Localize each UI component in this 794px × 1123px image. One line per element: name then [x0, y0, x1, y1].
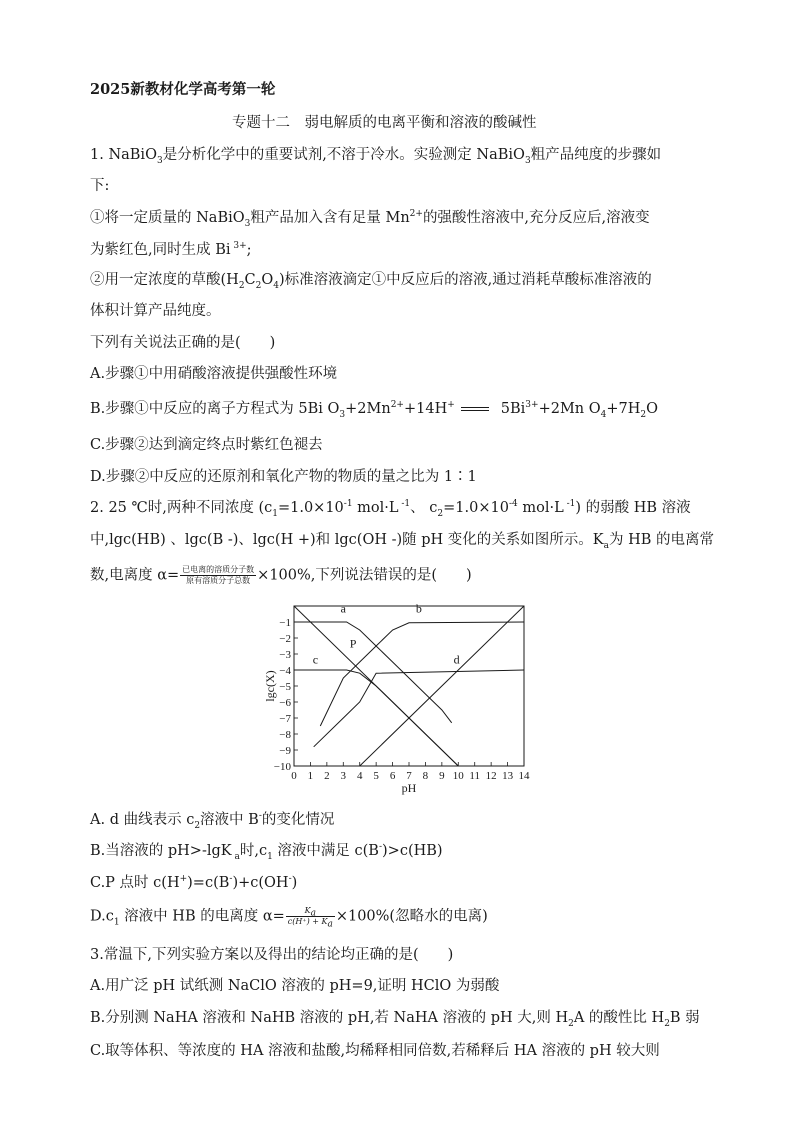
- q1-option-b: B.步骤①中反应的离子方程式为 5Bi $O_3+2Mn^{2+}+14H^+$ $5Bi^{3+}+2Mn$ $O_4+7H_2O$: [90, 400, 659, 420]
- q1-option-d: D.步骤②中反应的还原剂和氧化产物的物质的量之比为 1∶1: [90, 469, 477, 485]
- series-line-4: [294, 670, 458, 766]
- y-tick-label: −6: [279, 697, 291, 709]
- y-tick-label: −2: [279, 633, 291, 645]
- q2-line-1: 2. 25 ℃时,两种不同浓度 ($c_1=1.0\times 10^{-1}$ mol·L $^{-1}$、 $c_2=1.0\times 10^{-4}$ mol·L $^{-1}$) 的弱酸 HB 溶液: [90, 499, 691, 519]
- alpha-fraction: $\frac{K_a}{c(H^+) + K_a}$: [287, 906, 333, 930]
- q1-line-1: 1. NaBiO$_3$是分析化学中的重要试剂,不溶于冷水。实验测定 NaBiO$_3$粗产品纯度的步骤如: [90, 147, 662, 166]
- x-tick-label: 5: [373, 770, 379, 782]
- curve-label-d: d: [453, 652, 460, 667]
- x-tick-label: 0: [291, 770, 297, 782]
- curve-label-c: c: [312, 652, 319, 667]
- y-axis-label: lgc(X): [263, 670, 277, 702]
- x-tick-label: 12: [485, 770, 497, 782]
- q2-line-2: 中,lgc(HB) 、lgc(B ‑)、lgc(H +)和 lgc(OH ‑)随 pH 变化的关系如图所示。$K_a$为 HB 的电离常: [90, 532, 715, 551]
- x-tick-label: 7: [406, 770, 412, 782]
- q2-option-c: C.P 点时 c(H+)=c(B-)+c(OH-): [90, 874, 298, 891]
- q2-option-b: B.当溶液的 pH>-lgK $_a$时$,c_1$ 溶液中满足 c(B-)>c(HB): [90, 842, 443, 862]
- plot-frame: [294, 606, 524, 766]
- x-tick-label: 14: [518, 770, 530, 782]
- curve-label-p: P: [349, 636, 357, 651]
- q3-option-a: A.用广泛 pH 试纸测 NaClO 溶液的 pH=9,证明 HClO 为弱酸: [90, 978, 500, 994]
- series-line-1: [360, 606, 524, 766]
- x-tick-label: 10: [452, 770, 464, 782]
- q1-step-1-cont: 为紫红色,同时生成 Bi $^{3+}$;: [90, 241, 252, 258]
- q1-step-2: ②用一定浓度的草酸$(H_2C_2O_4)$标准溶液滴定①中反应后的溶液,通过消耗草酸标准溶液的: [90, 272, 652, 291]
- y-tick-label: −5: [279, 681, 291, 693]
- y-tick-label: −9: [279, 745, 291, 757]
- y-tick-label: −3: [279, 649, 291, 661]
- x-tick-label: 9: [439, 770, 445, 782]
- q3-option-c: C.取等体积、等浓度的 HA 溶液和盐酸,均稀释相同倍数,若稀释后 HA 溶液的 pH 较大则: [90, 1043, 660, 1059]
- x-tick-label: 4: [356, 770, 363, 782]
- x-axis-label: pH: [401, 781, 417, 795]
- x-tick-label: 6: [389, 770, 396, 782]
- q1-line-2: 下:: [90, 178, 110, 194]
- q3-stem: 3.常温下,下列实验方案以及得出的结论均正确的是( ): [90, 947, 454, 963]
- q1-option-a: A.步骤①中用硝酸溶液提供强酸性环境: [90, 366, 338, 382]
- q1-option-c: C.步骤②达到滴定终点时紫红色褪去: [90, 437, 323, 453]
- y-tick-label: −7: [279, 713, 291, 725]
- q1-step-2-cont: 体积计算产品纯度。: [90, 303, 221, 319]
- curve-label-b: b: [415, 601, 422, 616]
- topic-title: 专题十二 弱电解质的电离平衡和溶液的酸碱性: [232, 115, 537, 131]
- x-tick-label: 1: [307, 770, 314, 782]
- x-tick-label: 2: [324, 770, 330, 782]
- q2-option-a: A. d 曲线表示 $c_2$溶液中 B-的变化情况: [90, 811, 335, 831]
- equals-bar: [461, 407, 489, 411]
- curve-label-a: a: [340, 601, 346, 616]
- y-tick-label: −1: [279, 617, 291, 629]
- y-tick-label: −10: [273, 761, 291, 773]
- q3-option-b: B.分别测 NaHA 溶液和 NaHB 溶液的 pH,若 NaHA 溶液的 pH 大,则 $H_2A$ 的酸性比 $H_2B$ 弱: [90, 1010, 700, 1029]
- q1-stem: 下列有关说法正确的是( ): [90, 335, 276, 351]
- y-tick-label: −8: [279, 729, 291, 741]
- q1-step-1: ①将一定质量的 NaBiO$_3$粗产品加入含有足量 $Mn^{2+}$的强酸性溶液中,充分反应后,溶液变: [90, 209, 650, 229]
- doc-header: 2025新教材化学高考第一轮: [90, 81, 276, 98]
- x-tick-label: 11: [469, 770, 481, 782]
- y-tick-label: −4: [279, 665, 291, 677]
- x-tick-label: 13: [502, 770, 514, 782]
- x-tick-label: 8: [422, 770, 429, 782]
- ionization-fraction: $\frac{\text{已电离的溶质分子数}}{\text{原有溶质分子总数}}$: [182, 565, 255, 585]
- x-tick-label: 3: [340, 770, 347, 782]
- q2-option-d: $D.c_1$ 溶液中 HB 的电离度 α= $\frac{K_a}{c(H^+) + K_a}$ ×100%(忽略水的电离): [90, 906, 488, 930]
- lgc-ph-chart: [262, 598, 542, 810]
- q2-line-3: 数,电离度 α= $\frac{\text{已电离的溶质分子数}}{\text{原有溶质分子总数}}$ ×100%,下列说法错误的是( ): [90, 565, 472, 585]
